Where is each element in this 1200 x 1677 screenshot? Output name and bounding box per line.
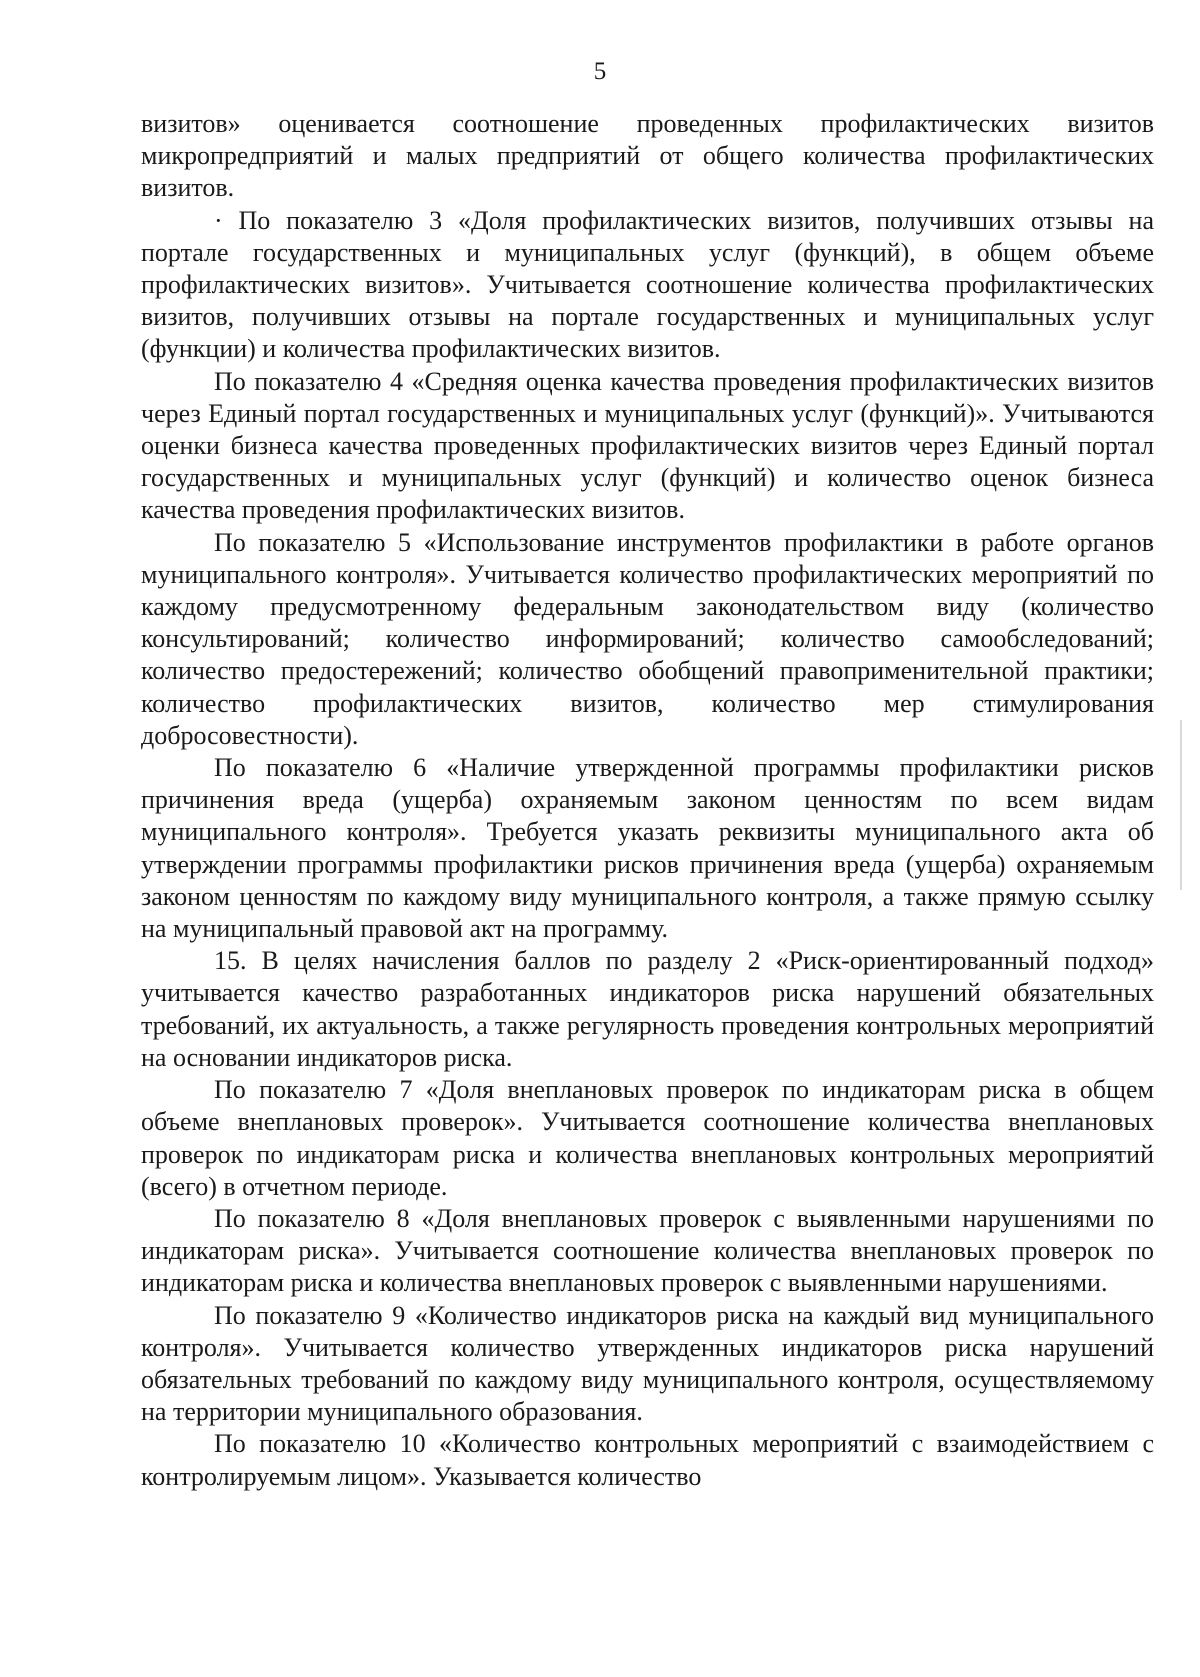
document-body [141, 108, 1154, 1493]
paragraph-indicator-5: По показателю 5 «Использование инструментов профилактики в работе органов муниципального контроля». Учитывается количество профилактических мероприятий по каждому предусмотренному федеральным законодательством виду (количество консультирований; количество информирований; количество самообследований; количество предостережений; количество обобщений правоприменительной практики; количество профилактических визитов, количество мер стимулирования добросовестности). [141, 527, 1154, 750]
paragraph-indicator-6: По показателю 6 «Наличие утвержденной программы профилактики рисков причинения вреда (ущерба) охраняемым законом ценностям по всем видам муниципального контроля». Требуется указать реквизиты муниципального акта об утверждении программы профилактики рисков причинения вреда (ущерба) охраняемым законом ценностям по каждому виду муниципального контроля, а также прямую ссылку на муниципальный правовой акт на программу. [141, 753, 1154, 944]
paragraph-section-15: 15. В целях начисления баллов по разделу 2 «Риск-ориентированный подход» учитывается качество разработанных индикаторов риска нарушений обязательных требований, их актуальность, а также регулярность проведения контрольных мероприятий на основании индикаторов риска. [141, 946, 1154, 1072]
paragraph-indicator-10: По показателю 10 «Количество контрольных мероприятий с взаимодействием с контролируемым лицом». Указывается количество [141, 1429, 1154, 1491]
paragraph-indicator-7: По показателю 7 «Доля внеплановых проверок по индикаторам риска в общем объеме внеплановых проверок». Учитывается соотношение количества внеплановых проверок по индикаторам риска и количества внеплановых контрольных мероприятий (всего) в отчетном периоде. [141, 1075, 1154, 1201]
paragraph-indicator-8: По показателю 8 «Доля внеплановых проверок с выявленными нарушениями по индикаторам риска». Учитывается соотношение количества внеплановых проверок по индикаторам риска и количества внеплановых проверок с выявленными нарушениями. [141, 1203, 1154, 1298]
scan-edge-mark [1180, 720, 1182, 890]
page-number: 5 [593, 58, 607, 85]
paragraph-indicator-4: По показателю 4 «Средняя оценка качества проведения профилактических визитов через Единый портал государственных и муниципальных услуг (функций)». Учитываются оценки бизнеса качества проведенных профилактических визитов через Единый портал государственных и муниципальных услуг (функций) и количество оценок бизнеса качества проведения профилактических визитов. [141, 366, 1154, 525]
paragraph-continuation: визитов» оценивается соотношение проведенных профилактических визитов микропредприятий и малых предприятий от общего количества профилактических визитов. [141, 109, 1154, 203]
paragraph-indicator-3: · По показателю 3 «Доля профилактических визитов, получивших отзывы на портале государственных и муниципальных услуг (функций), в общем объеме профилактических визитов». Учитывается соотношение количества профилактических визитов, получивших отзывы на портале государственных и муниципальных услуг (функции) и количества профилактических визитов. [141, 205, 1154, 364]
paragraph-indicator-9: По показателю 9 «Количество индикаторов риска на каждый вид муниципального контроля». Учитывается количество утвержденных индикаторов риска нарушений обязательных требований по каждому виду муниципального контроля, осуществляемому на территории муниципального образования. [141, 1300, 1154, 1427]
